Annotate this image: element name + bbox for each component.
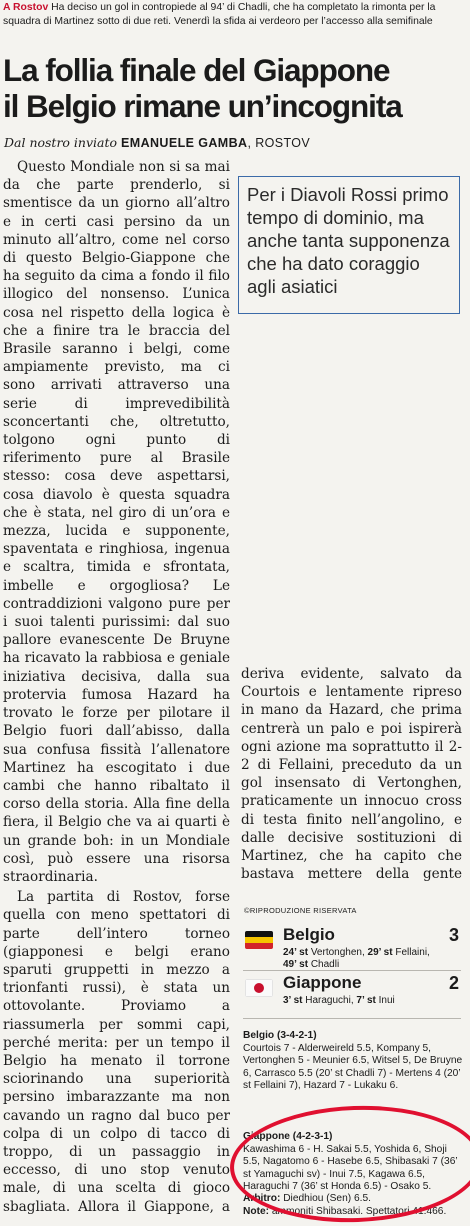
scoreboard-giappone [243,973,461,1013]
goal-minute: 49’ st [283,959,309,970]
referee-text: Diedhiou (Sen) 6.5. [283,1193,371,1204]
lineup-text: Kawashima 6 - H. Sakai 5.5, Yoshida 6, Shoji 5.5, Nagatomo 6 - Hasebe 6.5, Shibasaki 7 (36’ st Yamaguchi sv) - Inui 7.5, Kagawa 6.5, Haraguchi 7 (36’ st Honda 6.5) - Osako 5. [243,1143,458,1193]
goal-scorer: Chadli [310,959,340,970]
goal-minute: 29’ st [367,947,393,958]
lineup-belgio [243,1030,463,1093]
headline [3,52,469,124]
goal-scorer: Vertonghen [310,947,362,958]
paragraph-3-start: deriva evidente, salvato da Courtois e lentamente ripreso in mano da Hazard, che prima centrerà un palo e poi ispirerà ogni azione ma soprattutto il 2-2 di Fellaini, preceduto da un gol insensato di Vertonghen, praticamente un innocuo cross di testa finito nell’angolino, e dalle decisive sostituzioni di Martinez, che ha capito che bastava mettere della gente [241,666,462,883]
belgium-flag-icon [245,931,273,949]
byline [4,135,464,151]
goal-minute: 3’ st [283,995,303,1006]
goal-list: 3’ st Haraguchi, 7’ st Inui [283,995,395,1006]
referee-label: Arbitro: [243,1193,281,1204]
paragraph-2: La partita di Rostov, forse quella con meno spettatori di parte dell’intero torneo (giapponesi e belgi erano sparuti gruppetti in mezzo a trionfanti russi), è stata un ottovolante. Proviamo a riassumerla per sommi capi, perché merita: per un tempo il Belgio ha menato il torrone sciorinando una superiorità persino imbarazzante ma non cavando un ragno dal buco per colpa di un colpo di tacco di troppo, di un passaggio in eccesso, di uno stop venuto male, di una scelta di gioco sbagliata. Allora il Giappone, a [3,889,230,1215]
goal-scorer: Haraguchi [305,995,351,1006]
goal-minute: 24’ st [283,947,309,958]
byline-city: , ROSTOV [247,136,311,150]
byline-author: EMANUELE GAMBA [121,136,248,150]
team-score: 2 [448,973,459,993]
paragraph-3 [241,665,462,883]
scoreboard-belgio [243,925,461,970]
goal-list: 24’ st Vertonghen, 29’ st Fellaini, 49’ st Chadli [283,947,430,970]
paragraph-1: Questo Mondiale non si sa mai da che parte prenderlo, si smentisce da un giorno all’altro e in certi casi persino da un minuto all’altro, come nel corso di questo Belgio-Giappone che ha seguito da cima a fondo il filo illogico del nonsenso. L’unica cosa nel rispetto della logica è che a finire tra le braccia del Brasile saranno i belgi, come ampiamente previsto, ma ci sono arrivati attraverso una serie di imprevedibilità sconcertanti che, oltretutto, tolgono ogni punto di riferimento pure al Brasile stesso: cosa deve aspettarsi, cosa diavolo è questa squadra che è stata, nel giro di un’ora e mezza, lucida e supponente, spaventata e ringhiosa, ingenua e scaltra, timida e sfrontata, imbelle e orgogliosa? Le contraddizioni valgono pure per i suoi talenti purissimi: dal suo pallore evanescente De Bruyne ha ricavato la rabbiosa e geniale iniziativa decisiva, dalla sua protervia fumosa Hazard ha trovato le forze per pilotare il Belgio fuori dall’abisso, dalla sua confusa fissità l’allenatore Martinez ha escogitato i due cambi che hanno ribaltato il corso della storia. Alla fine della fiera, il Belgio che va ai quarti è un grande boh: in un Mondiale così, può essere una risorsa straordinaria. [3,159,230,885]
lineup-title: Belgio (3-4-2-1) [243,1030,317,1041]
match-info [243,1193,463,1218]
japan-flag-icon [245,979,273,997]
team-name: Belgio [283,925,335,944]
divider [243,970,461,971]
byline-prefix: Dal nostro inviato [4,135,118,150]
lineup-giappone [243,1131,463,1194]
lineup-text: Courtois 7 - Alderweireld 5.5, Kompany 5, Vertonghen 5 - Meunier 6.5, Witsel 5, De Bruyne 6, Carrasco 5.5 (20’ st Chadli 7) - Mertens 4 (20’ st Fellaini 7), Hazard 7 - Lukaku 6. [243,1042,463,1092]
lineup-title: Giappone (4-2-3-1) [243,1131,333,1142]
pull-quote: Per i Diavoli Rossi primo tempo di dominio, ma anche tanta supponenza che ha dato coraggio agli asiatici [238,176,460,314]
note-label: Note: [243,1205,270,1217]
goal-scorer: Fellaini [395,947,428,958]
kicker [3,1,465,29]
team-score: 3 [448,925,459,945]
article-column-left [3,158,230,1218]
note-text: ammoniti Shibasaki. Spettatori 41.466. [271,1205,447,1217]
goal-scorer: Inui [378,995,395,1006]
goal-minute: 7’ st [356,995,376,1006]
kicker-location: A Rostov [3,2,49,13]
headline-line-1: La follia finale del Giappone [3,52,390,88]
kicker-text: Ha deciso un gol in contropiede al 94’ di Chadli, che ha completato la rimonta per la squadra di Martinez sotto di due reti. Venerdì la sfida ai verdeoro per l’accesso alla semifinale [3,2,436,27]
copyright-notice: ©RIPRODUZIONE RISERVATA [244,906,357,915]
headline-line-2: il Belgio rimane un’incognita [3,88,402,124]
divider [243,1018,461,1019]
team-name: Giappone [283,973,362,992]
article-column-right [241,665,462,883]
